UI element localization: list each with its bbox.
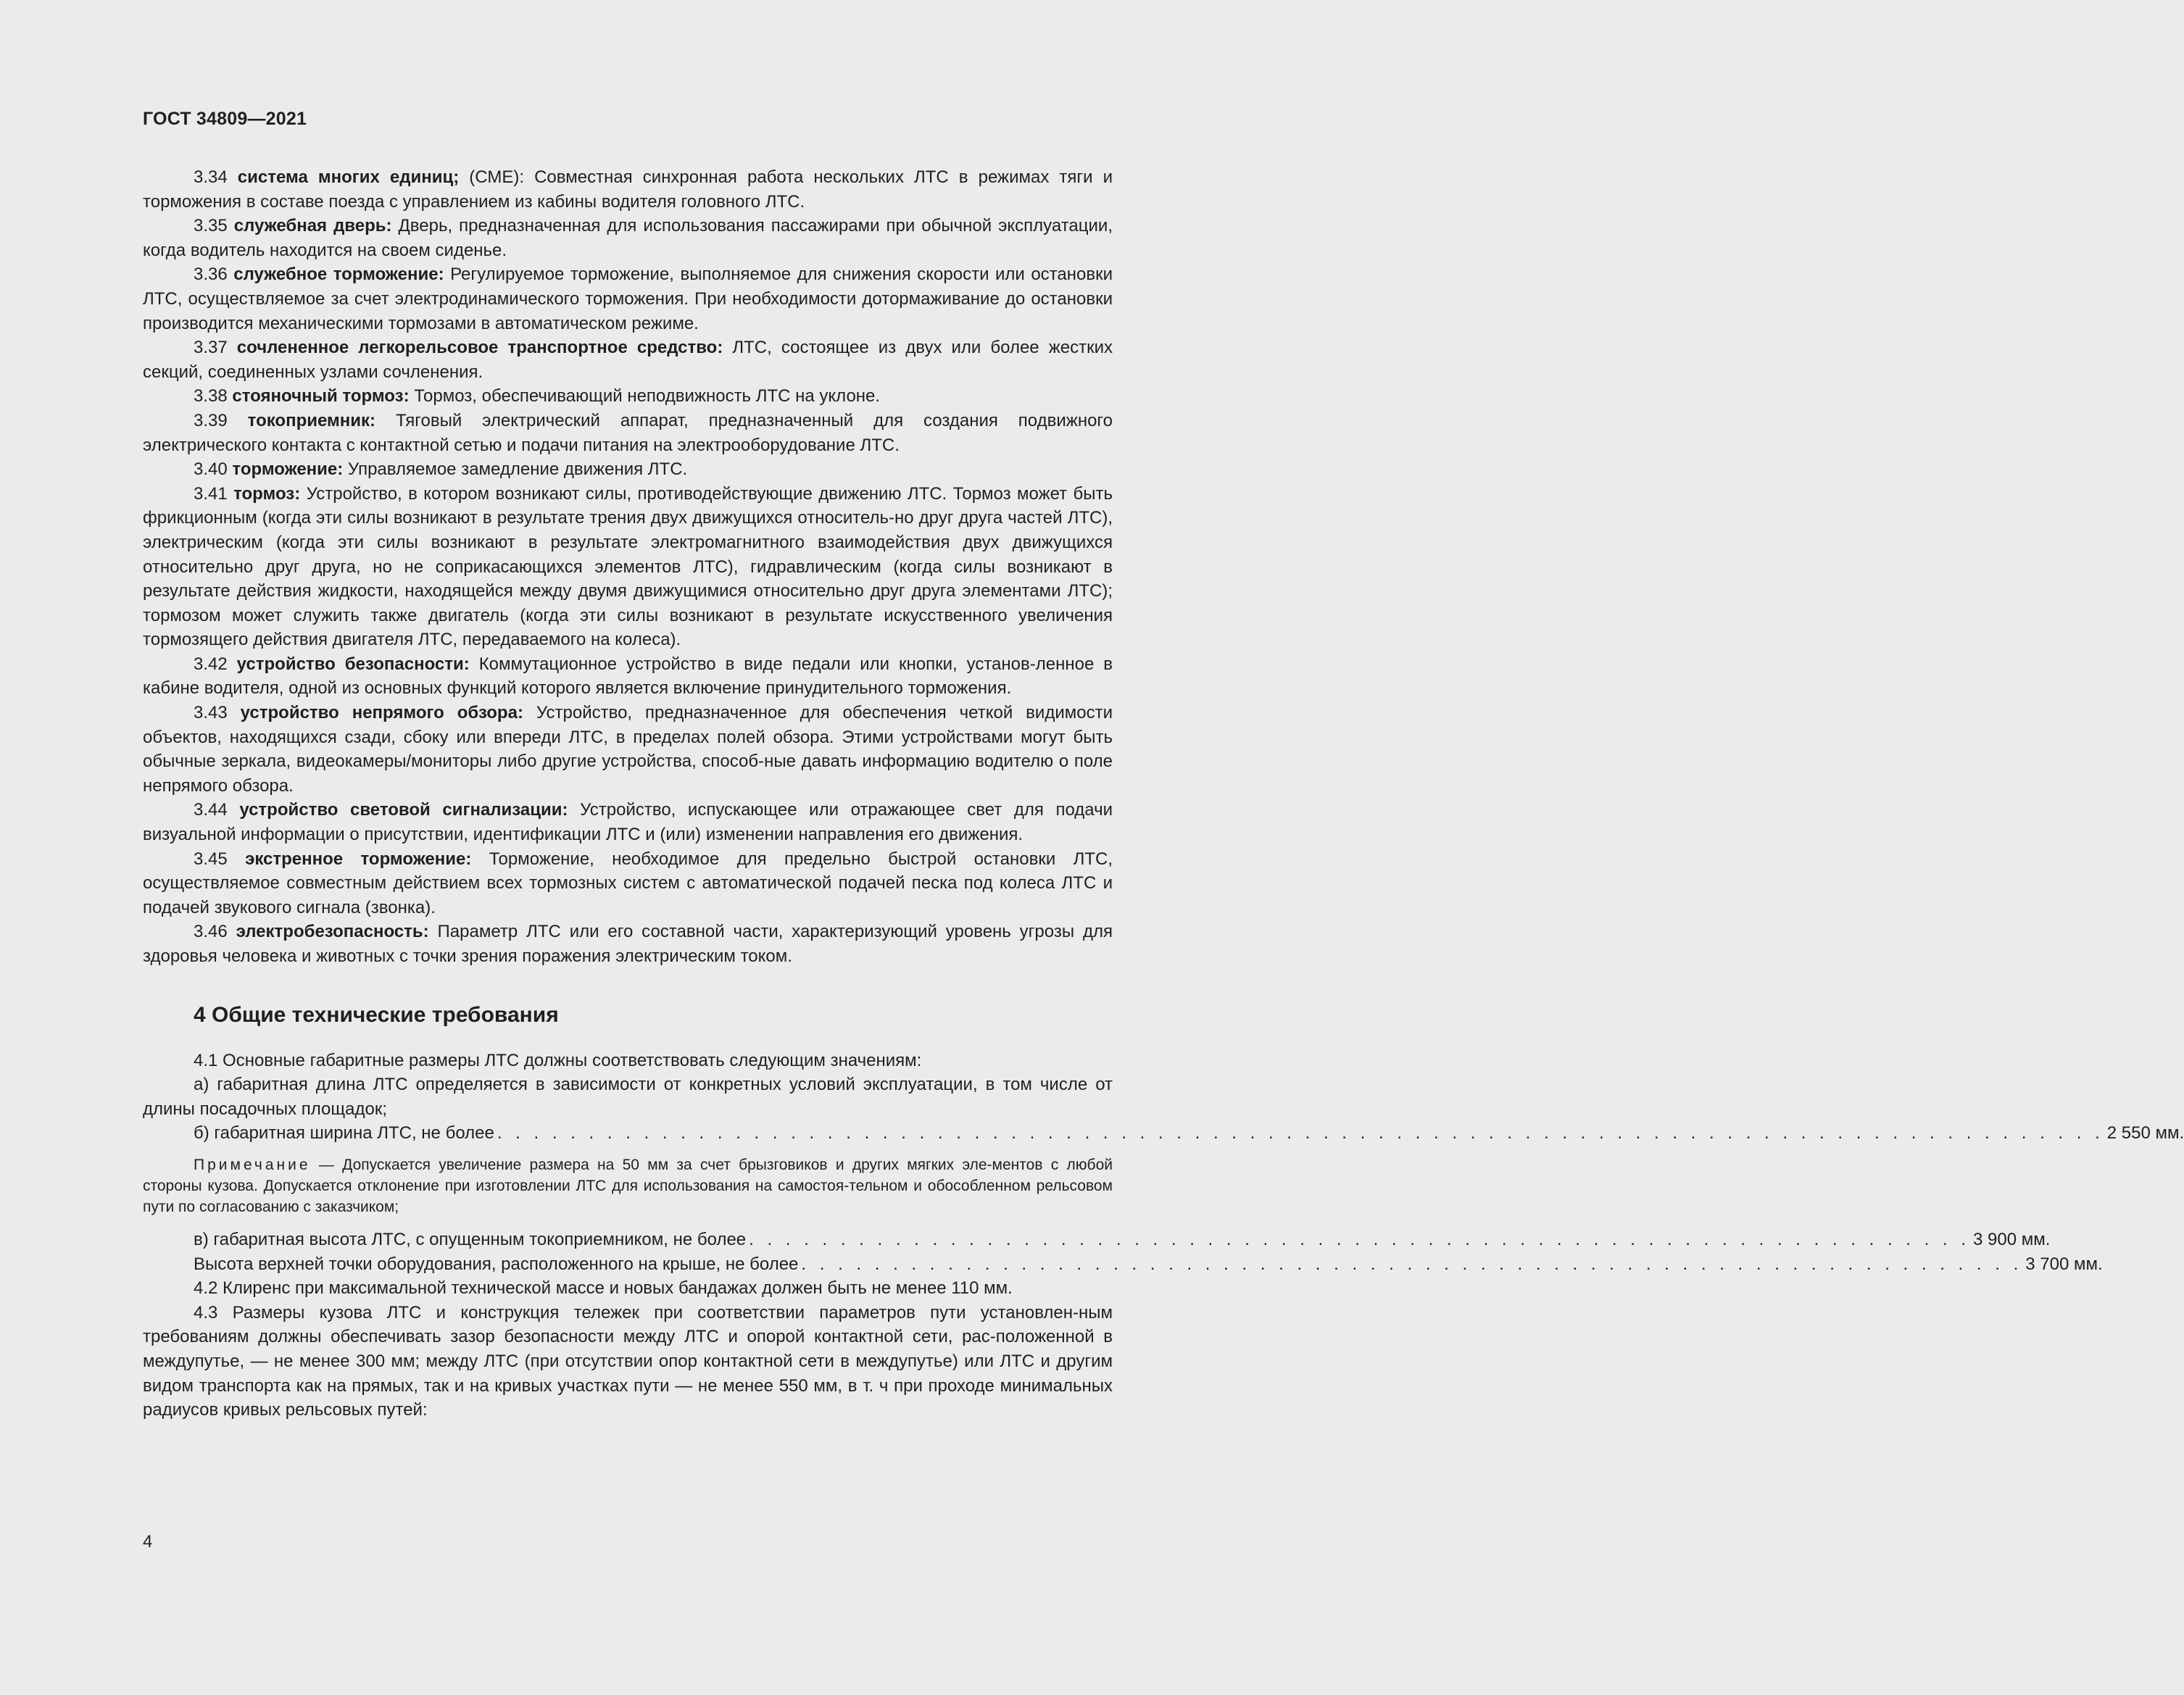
paragraph-4-3: 4.3 Размеры кузова ЛТС и конструкция тележек при соответствии параметров пути установлен-ным требованиям должны обеспечивать зазор безопасности между ЛТС и опорой контактной сети, рас-положенной в междупутье, — не менее 300 мм; между ЛТС (при отсутствии опор контактной сети в междупутье) или ЛТС и другим видом транспорта как на прямых, так и на кривых участках пути — не менее 550 мм, в т. ч при проходе минимальных радиусов кривых рельсовых путей: <box>143 1302 1113 1420</box>
term-paragraph <box>143 482 1113 652</box>
item-a: а) габаритная длина ЛТС определяется в зависимости от конкретных условий эксплуатации, в том числе от длины посадочных площадок; <box>143 1075 1113 1119</box>
leader-dots: . . . . . . . . . . . . . . . . . . . . . . . . . . . . . . . . . . . . . . . . . . . . . . . . . . . . . . . . . . . . . . . . . . . . . . . . . . . . . . . . . . . . . . . . <box>497 1123 2104 1144</box>
item-roof <box>143 1252 2103 1277</box>
term-number: 3.42 <box>194 654 228 674</box>
item-c-value: 3 900 мм. <box>1972 1229 2051 1249</box>
term-definition: Торможение, необходимое для предельно быстрой остановки ЛТС, осуществляемое совместным действием всех тормозных систем с автоматической подачей песка под колеса ЛТС и подачей звукового сигнала (звонка). <box>143 849 1113 917</box>
term-name: тормоз: <box>233 483 301 504</box>
term-definition: Управляемое замедление движения ЛТС. <box>343 459 688 480</box>
term-definition: Регулируемое торможение, выполняемое для снижения скорости или остановки ЛТС, осуществляемое за счет электродинамического торможения. При необходимости дотормаживание до остановки производится механическими тормозами в автоматическом режиме. <box>143 265 1113 333</box>
term-number: 3.38 <box>194 386 228 407</box>
note-label: Примечание <box>194 1156 311 1173</box>
term-name: токоприемник: <box>247 410 376 430</box>
term-definition: Коммутационное устройство в виде педали или кнопки, установ-ленное в кабине водителя, одной из основных функций которого является включение принудительного торможения. <box>143 654 1113 699</box>
term-paragraph <box>143 409 1113 457</box>
item-b-value: 2 550 мм. <box>2106 1123 2184 1144</box>
term-paragraph <box>143 214 1113 262</box>
item-c-label: в) габаритная высота ЛТС, с опущенным токоприемником, не более <box>194 1229 747 1249</box>
term-definition: Тяговый электрический аппарат, предназначенный для создания подвижного электрического контакта с контактной сетью и подачи питания на электрооборудование ЛТС. <box>143 410 1113 455</box>
document-header: ГОСТ 34809—2021 <box>143 109 307 129</box>
term-name: стояночный тормоз: <box>232 386 410 407</box>
paragraph-4-1: 4.1 Основные габаритные размеры ЛТС должны соответствовать следующим значениям: <box>194 1050 922 1070</box>
term-definition: Параметр ЛТС или его составной части, характеризующий уровень угрозы для здоровья человека и животных с точки зрения поражения электрическим током. <box>143 922 1113 966</box>
term-paragraph <box>143 847 1113 920</box>
term-number: 3.44 <box>194 800 228 820</box>
section-title: 4 Общие технические требования <box>194 1002 559 1027</box>
term-paragraph <box>143 920 1113 968</box>
paragraph-4-2: 4.2 Клиренс при максимальной технической массе и новых бандажах должен быть не менее 110 мм. <box>194 1278 1013 1299</box>
term-number: 3.43 <box>194 703 228 723</box>
term-definition: Устройство, предназначенное для обеспечения четкой видимости объектов, находящихся сзади, сбоку или впереди ЛТС, в пределах полей обзора. Этими устройствами могут быть обычные зеркала, видеокамеры/мониторы либо другие устройства, способ-ные давать информацию водителю о поле непрямого обзора. <box>143 703 1113 796</box>
term-paragraph <box>143 798 1113 846</box>
term-number: 3.39 <box>194 410 228 430</box>
term-name: система многих единиц; <box>237 167 460 187</box>
note-text: — Допускается увеличение размера на 50 мм за счет брызговиков и других мягких эле-ментов с любой стороны кузова. Допускается отклонение при изготовлении ЛТС для использования на самостоя-тельном и обособленном рельсовом пути по согласованию с заказчиком; <box>143 1156 1113 1215</box>
terms-list <box>143 165 1113 969</box>
item-b-label: б) габаритная ширина ЛТС, не более <box>194 1123 494 1144</box>
term-paragraph <box>143 384 1113 409</box>
term-number: 3.37 <box>194 338 228 358</box>
item-roof-value: 3 700 мм. <box>2025 1254 2103 1274</box>
term-number: 3.41 <box>194 483 228 504</box>
page-number: 4 <box>143 1532 153 1552</box>
term-definition: Устройство, испускающее или отражающее свет для подачи визуальной информации о присутствии, идентификации ЛТС и (или) изменении направления его движения. <box>143 800 1113 845</box>
term-number: 3.34 <box>194 167 228 187</box>
term-number: 3.45 <box>194 849 228 869</box>
term-name: торможение: <box>232 459 344 480</box>
term-paragraph <box>143 652 1113 701</box>
term-paragraph <box>143 336 1113 384</box>
term-paragraph <box>143 262 1113 336</box>
term-number: 3.40 <box>194 459 228 480</box>
term-name: устройство непрямого обзора: <box>240 703 523 723</box>
term-name: устройство световой сигнализации: <box>239 800 568 820</box>
term-paragraph <box>143 165 1113 214</box>
term-definition: Дверь, предназначенная для использования пассажирами при обычной эксплуатации, когда водитель находится на своем сиденье. <box>143 216 1113 260</box>
term-name: экстренное торможение: <box>245 849 472 869</box>
term-name: служебное торможение: <box>233 265 444 285</box>
item-c <box>143 1228 2051 1252</box>
leader-dots: . . . . . . . . . . . . . . . . . . . . . . . . . . . . . . . . . . . . . . . . . . . . . . . . . . . . . . . . . . . . . . . . . . . <box>801 1254 2023 1274</box>
item-b <box>143 1121 2184 1146</box>
term-definition: ЛТС, состоящее из двух или более жестких секций, соединенных узлами сочленения. <box>143 338 1113 382</box>
note <box>143 1154 1113 1217</box>
term-number: 3.36 <box>194 265 228 285</box>
term-number: 3.46 <box>194 922 228 942</box>
term-definition: Устройство, в котором возникают силы, противодействующие движению ЛТС. Тормоз может быть фрикционным (когда эти силы возникают в результате трения двух движущихся относитель-но друг друга частей ЛТС), электрическим (когда эти силы возникают в результате электромагнитного взаимодействия двух движущихся относительно друг друга, но не соприкасающихся элементов ЛТС), гидравлическим (когда силы возникают в результате действия жидкости, находящейся между двумя движущимися относительно друг друга элементами ЛТС); тормозом может служить также двигатель (когда эти силы возникают в результате искусственного увеличения тормозящего действия двигателя ЛТС, передаваемого на колеса). <box>143 483 1113 650</box>
term-name: сочлененное легкорельсовое транспортное средство: <box>236 338 723 358</box>
document-body <box>143 165 2184 1423</box>
term-number: 3.35 <box>194 216 228 236</box>
term-name: служебная дверь: <box>233 216 392 236</box>
term-paragraph <box>143 701 1113 798</box>
term-definition: (СМЕ): Совместная синхронная работа нескольких ЛТС в режимах тяги и торможения в составе поезда с управлением из кабины водителя головного ЛТС. <box>143 167 1113 212</box>
term-name: устройство безопасности: <box>236 654 470 674</box>
item-roof-label: Высота верхней точки оборудования, расположенного на крыше, не более <box>194 1254 799 1274</box>
term-name: электробезопасность: <box>236 922 429 942</box>
leader-dots: . . . . . . . . . . . . . . . . . . . . . . . . . . . . . . . . . . . . . . . . . . . . . . . . . . . . . . . . . . . . . . . . . . . <box>749 1229 1970 1249</box>
term-paragraph <box>143 457 1113 482</box>
term-definition: Тормоз, обеспечивающий неподвижность ЛТС на уклоне. <box>409 386 881 407</box>
